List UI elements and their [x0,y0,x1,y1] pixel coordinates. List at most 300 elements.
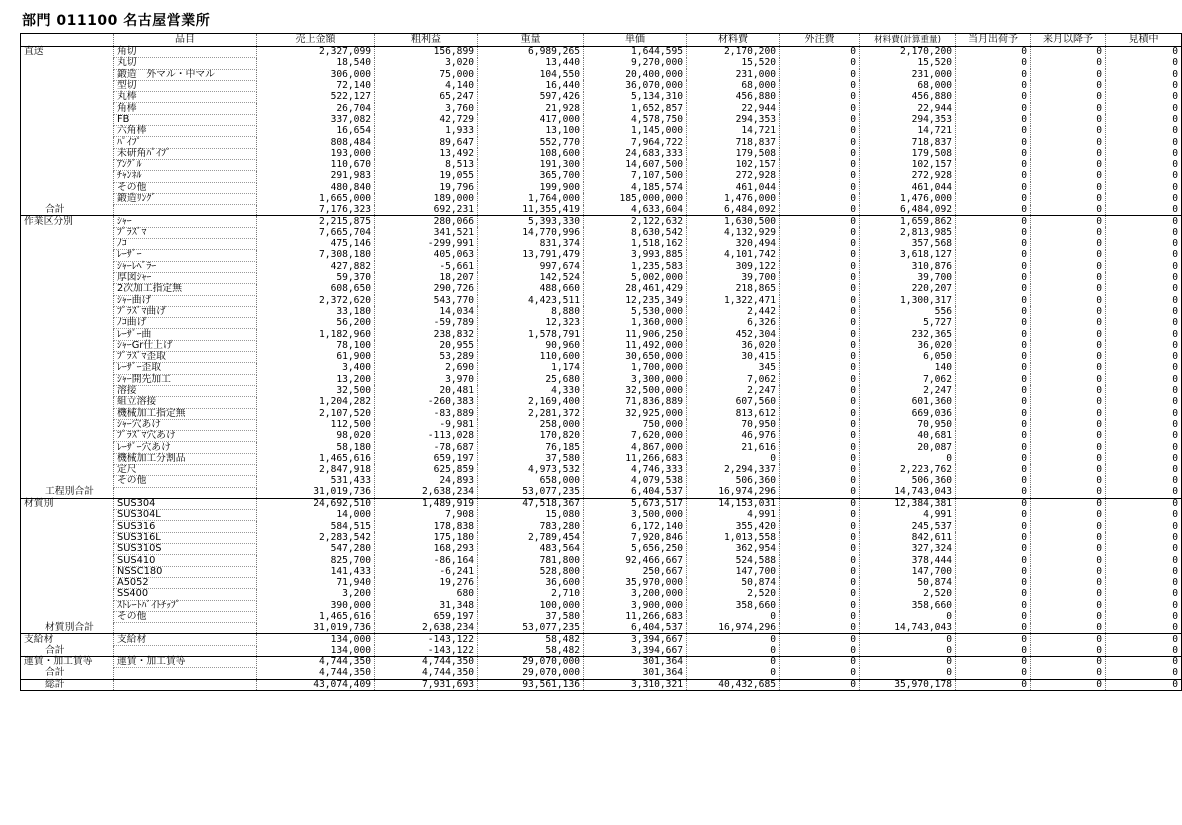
table-cell: 0 [1106,58,1182,69]
table-cell: 2,442 [687,306,780,317]
row-item: SUS410 [114,555,257,566]
table-cell: 547,280 [257,544,375,555]
table-cell: 6,050 [860,352,956,363]
table-cell: 0 [780,634,860,645]
table-cell: 0 [780,487,860,498]
table-row [21,69,1182,80]
table-cell: 718,837 [860,137,956,148]
table-row [21,171,1182,182]
table-cell: 301,364 [584,657,687,668]
table-cell: 0 [1031,623,1106,634]
table-cell: 20,955 [375,340,478,351]
row-category [21,193,114,204]
table-cell: 0 [860,657,956,668]
table-cell: 0 [780,532,860,543]
table-cell: 2,283,542 [257,532,375,543]
table-cell: 2,169,400 [478,397,584,408]
table-cell: 14,770,996 [478,227,584,238]
table-cell: 0 [1031,419,1106,430]
table-cell: 7,062 [687,374,780,385]
row-item: ﾌﾟﾗｽﾞﾏ穴あけ [114,431,257,442]
table-cell: 58,180 [257,442,375,453]
table-cell: 24,683,333 [584,148,687,159]
row-category: 総計 [21,679,114,690]
table-cell: 75,000 [375,69,478,80]
table-row [21,566,1182,577]
table-cell: 0 [780,239,860,250]
table-cell: 0 [956,544,1031,555]
row-category [21,272,114,283]
table-cell: -299,991 [375,239,478,250]
row-category [21,92,114,103]
table-cell: 170,820 [478,431,584,442]
table-cell: 0 [780,295,860,306]
table-cell: 524,588 [687,555,780,566]
table-cell: 0 [1106,374,1182,385]
table-cell: 43,074,409 [257,679,375,690]
table-cell: 0 [1031,239,1106,250]
row-category: 工程別合計 [21,487,114,498]
table-cell: 7,920,846 [584,532,687,543]
row-item: ﾚｰｻﾞｰ穴あけ [114,442,257,453]
table-cell: 0 [956,442,1031,453]
table-cell: 29,070,000 [478,668,584,679]
table-cell: 556 [860,306,956,317]
table-row [21,272,1182,283]
table-cell: 21,616 [687,442,780,453]
table-cell: 456,880 [687,92,780,103]
table-cell: 32,500 [257,385,375,396]
table-cell: 102,157 [860,159,956,170]
row-category [21,227,114,238]
table-cell: 1,644,595 [584,47,687,58]
table-cell: 0 [1106,611,1182,622]
table-cell: 3,200 [257,589,375,600]
table-cell: 0 [956,476,1031,487]
table-cell: 13,440 [478,58,584,69]
table-cell: 0 [1031,284,1106,295]
table-cell: 0 [780,159,860,170]
table-cell: 0 [780,419,860,430]
table-row [21,227,1182,238]
table-cell: 61,900 [257,352,375,363]
table-cell: 8,880 [478,306,584,317]
table-cell: 0 [780,69,860,80]
table-cell: 3,200,000 [584,589,687,600]
table-row [21,126,1182,137]
table-cell: 3,300,000 [584,374,687,385]
table-cell: 20,481 [375,385,478,396]
table-cell: 390,000 [257,600,375,611]
row-item: 未研角ﾊﾟｲﾌﾟ [114,148,257,159]
table-cell: 0 [1106,679,1182,690]
table-cell: 0 [780,623,860,634]
table-row [21,577,1182,588]
table-cell: 506,360 [687,476,780,487]
col-header-gross-profit: 粗利益 [375,34,478,47]
table-row [21,476,1182,487]
table-cell: 0 [1106,487,1182,498]
table-cell: 0 [1106,227,1182,238]
table-cell: 0 [780,137,860,148]
table-cell: 0 [1106,623,1182,634]
table-cell: 14,721 [860,126,956,137]
table-cell: 0 [1031,374,1106,385]
table-cell: 16,654 [257,126,375,137]
table-cell: 0 [956,555,1031,566]
table-cell: 0 [1031,566,1106,577]
row-item: ｼｬｰﾚﾍﾞﾗｰ [114,261,257,272]
table-cell: 0 [956,600,1031,611]
table-cell: 337,082 [257,114,375,125]
table-row [21,363,1182,374]
table-cell: 28,461,429 [584,284,687,295]
table-cell: -78,687 [375,442,478,453]
table-cell: 0 [1031,114,1106,125]
table-cell: 2,294,337 [687,464,780,475]
row-category: 支給材 [21,634,114,645]
table-cell: 0 [780,510,860,521]
table-cell: 659,197 [375,611,478,622]
table-cell: 231,000 [687,69,780,80]
row-item: SS400 [114,589,257,600]
row-item: NSSC180 [114,566,257,577]
table-cell: 0 [687,668,780,679]
row-category [21,442,114,453]
table-cell: 3,400 [257,363,375,374]
table-cell: 0 [780,397,860,408]
table-cell: 12,384,381 [860,498,956,509]
table-cell: 0 [780,114,860,125]
table-row [21,623,1182,634]
table-cell: 0 [1031,363,1106,374]
col-header-item: 品目 [114,34,257,47]
table-row [21,250,1182,261]
table-cell: 0 [1031,544,1106,555]
col-header-category [21,34,114,47]
row-item: SUS304 [114,498,257,509]
row-item: 鍛造 外マル・中マル [114,69,257,80]
table-cell: 625,859 [375,464,478,475]
table-cell: 0 [1106,532,1182,543]
table-cell: 0 [1106,182,1182,193]
table-cell: 0 [1106,453,1182,464]
table-cell: 1,235,583 [584,261,687,272]
table-cell: 258,000 [478,419,584,430]
table-cell: 0 [860,634,956,645]
table-cell: 0 [1106,193,1182,204]
table-cell: 71,940 [257,577,375,588]
table-cell: 0 [956,137,1031,148]
header-row [21,34,1182,47]
table-cell: 452,304 [687,329,780,340]
table-cell: 781,800 [478,555,584,566]
table-cell: 0 [780,577,860,588]
table-cell: 3,970 [375,374,478,385]
row-item: 丸棒 [114,92,257,103]
table-row [21,600,1182,611]
table-cell: 7,107,500 [584,171,687,182]
table-cell: 0 [780,148,860,159]
table-cell: 0 [780,566,860,577]
table-cell: 584,515 [257,521,375,532]
table-cell: 4,744,350 [375,668,478,679]
table-cell: 680 [375,589,478,600]
table-cell: 39,700 [687,272,780,283]
table-cell: 0 [1031,577,1106,588]
table-cell: 59,370 [257,272,375,283]
table-cell: 0 [780,227,860,238]
table-cell: 294,353 [860,114,956,125]
table-cell: 14,153,031 [687,498,780,509]
table-cell: 341,521 [375,227,478,238]
table-cell: 0 [956,498,1031,509]
row-item: ｼｬｰ [114,216,257,227]
table-cell: 0 [1106,284,1182,295]
table-cell: 37,580 [478,611,584,622]
table-cell: 70,950 [860,419,956,430]
table-cell: 0 [1106,442,1182,453]
table-cell: 19,796 [375,182,478,193]
table-cell: 193,000 [257,148,375,159]
col-header-quoting: 見積中 [1106,34,1182,47]
table-cell: 309,122 [687,261,780,272]
table-cell: 0 [1031,272,1106,283]
table-cell: 2,847,918 [257,464,375,475]
table-cell: 238,832 [375,329,478,340]
table-cell: 280,066 [375,216,478,227]
table-cell: 31,348 [375,600,478,611]
table-cell: 1,013,558 [687,532,780,543]
table-cell: 0 [1031,645,1106,656]
table-cell: 0 [687,634,780,645]
table-cell: 3,500,000 [584,510,687,521]
table-cell: 0 [1031,498,1106,509]
row-category [21,544,114,555]
table-row [21,306,1182,317]
row-category [21,453,114,464]
table-cell: 0 [1106,600,1182,611]
row-item: ﾁｬﾝﾈﾙ [114,171,257,182]
table-cell: 11,906,250 [584,329,687,340]
table-cell: 2,215,875 [257,216,375,227]
table-cell: 0 [780,205,860,216]
table-cell: 306,000 [257,69,375,80]
table-cell: 658,000 [478,476,584,487]
table-cell: 0 [1106,216,1182,227]
table-cell: 50,874 [687,577,780,588]
table-cell: 11,266,683 [584,453,687,464]
table-cell: 0 [1031,126,1106,137]
table-cell: 0 [780,363,860,374]
table-cell: 65,247 [375,92,478,103]
table-cell: 11,266,683 [584,611,687,622]
table-row [21,397,1182,408]
table-cell: 1,300,317 [860,295,956,306]
row-item: 型切 [114,80,257,91]
row-item: 鍛造ﾘﾝｸﾞ [114,193,257,204]
table-row [21,498,1182,509]
table-cell: 7,908 [375,510,478,521]
table-cell: 2,520 [860,589,956,600]
col-header-this-month: 当月出荷予 [956,34,1031,47]
table-cell: 9,270,000 [584,58,687,69]
table-cell: 0 [1106,318,1182,329]
row-category [21,284,114,295]
table-cell: 4,185,574 [584,182,687,193]
row-category [21,374,114,385]
row-item: ﾌﾟﾗｽﾞﾏ [114,227,257,238]
table-cell: 831,374 [478,239,584,250]
table-cell: 0 [1031,510,1106,521]
table-cell: 0 [956,487,1031,498]
table-cell: 608,650 [257,284,375,295]
row-category [21,510,114,521]
table-cell: 0 [956,634,1031,645]
table-cell: 0 [780,306,860,317]
table-cell: 14,743,043 [860,623,956,634]
row-category [21,600,114,611]
table-cell: 5,002,000 [584,272,687,283]
table-cell: 358,660 [687,600,780,611]
table-cell: 0 [956,645,1031,656]
table-cell: 8,513 [375,159,478,170]
table-cell: 20,087 [860,442,956,453]
table-cell: 0 [956,69,1031,80]
table-row [21,103,1182,114]
table-cell: 16,974,296 [687,623,780,634]
table-cell: 0 [780,261,860,272]
row-item: 2次加工指定無 [114,284,257,295]
table-cell: 1,764,000 [478,193,584,204]
table-cell: 0 [956,261,1031,272]
table-cell: 0 [1031,318,1106,329]
table-cell: 0 [780,47,860,58]
table-cell: 15,080 [478,510,584,521]
table-cell: 1,665,000 [257,193,375,204]
table-cell: 290,726 [375,284,478,295]
table-cell: 0 [1031,295,1106,306]
table-row [21,442,1182,453]
row-item: 丸切 [114,58,257,69]
table-row [21,47,1182,58]
table-cell: 528,800 [478,566,584,577]
row-category: 合計 [21,645,114,656]
table-cell: 0 [956,385,1031,396]
table-cell: 0 [1106,340,1182,351]
table-cell: 0 [1031,92,1106,103]
table-cell: 0 [956,340,1031,351]
table-cell: 0 [956,306,1031,317]
table-cell: 1,489,919 [375,498,478,509]
table-cell: 0 [780,611,860,622]
col-header-sales: 売上金額 [257,34,375,47]
table-cell: 6,404,537 [584,623,687,634]
table-cell: 42,729 [375,114,478,125]
table-cell: 2,247 [687,385,780,396]
table-cell: 2,247 [860,385,956,396]
table-cell: 0 [780,58,860,69]
table-cell: 0 [687,453,780,464]
table-cell: 358,660 [860,600,956,611]
table-row [21,205,1182,216]
table-cell: 0 [1106,464,1182,475]
table-cell: 92,466,667 [584,555,687,566]
table-cell: 24,692,510 [257,498,375,509]
table-cell: 0 [1106,352,1182,363]
table-cell: 36,020 [860,340,956,351]
table-cell: 4,633,604 [584,205,687,216]
table-cell: 1,360,000 [584,318,687,329]
table-cell: -260,383 [375,397,478,408]
table-cell: 0 [956,679,1031,690]
table-cell: 543,770 [375,295,478,306]
table-cell: 0 [1106,205,1182,216]
table-cell: 0 [956,374,1031,385]
table-cell: 1,659,862 [860,216,956,227]
table-cell: 2,170,200 [687,47,780,58]
row-category [21,306,114,317]
table-cell: 0 [780,216,860,227]
table-cell: 0 [1031,476,1106,487]
table-cell: 718,837 [687,137,780,148]
table-cell: 997,674 [478,261,584,272]
col-header-next-month: 来月以降予 [1031,34,1106,47]
table-cell: 32,500,000 [584,385,687,396]
table-row [21,634,1182,645]
table-cell: 456,880 [860,92,956,103]
table-cell: 0 [1031,103,1106,114]
table-cell: 0 [1031,532,1106,543]
table-cell: 0 [1106,589,1182,600]
table-cell: 0 [1031,634,1106,645]
table-cell: 2,813,985 [860,227,956,238]
table-cell: 110,600 [478,352,584,363]
table-cell: 0 [780,408,860,419]
table-cell: 53,289 [375,352,478,363]
table-cell: 0 [956,272,1031,283]
table-cell: 669,036 [860,408,956,419]
table-cell: 0 [1106,555,1182,566]
table-row [21,137,1182,148]
table-cell: 0 [780,329,860,340]
table-cell: 0 [1106,159,1182,170]
table-cell: 0 [1031,227,1106,238]
table-cell: 0 [956,532,1031,543]
table-cell: 0 [956,668,1031,679]
table-cell: 0 [1106,80,1182,91]
table-row [21,295,1182,306]
table-cell: 3,760 [375,103,478,114]
row-category: 運賃・加工賃等 [21,657,114,668]
table-cell: 0 [860,645,956,656]
table-row [21,261,1182,272]
table-cell: 1,700,000 [584,363,687,374]
table-cell: 0 [1106,239,1182,250]
table-cell: 1,476,000 [860,193,956,204]
table-cell: 6,484,092 [860,205,956,216]
row-category [21,295,114,306]
table-cell: 93,561,136 [478,679,584,690]
table-cell: 2,372,620 [257,295,375,306]
table-cell: 0 [1031,487,1106,498]
table-cell: 4,973,532 [478,464,584,475]
table-cell: 0 [956,408,1031,419]
row-category [21,182,114,193]
table-cell: 70,950 [687,419,780,430]
table-cell: 0 [860,668,956,679]
table-cell: 134,000 [257,634,375,645]
